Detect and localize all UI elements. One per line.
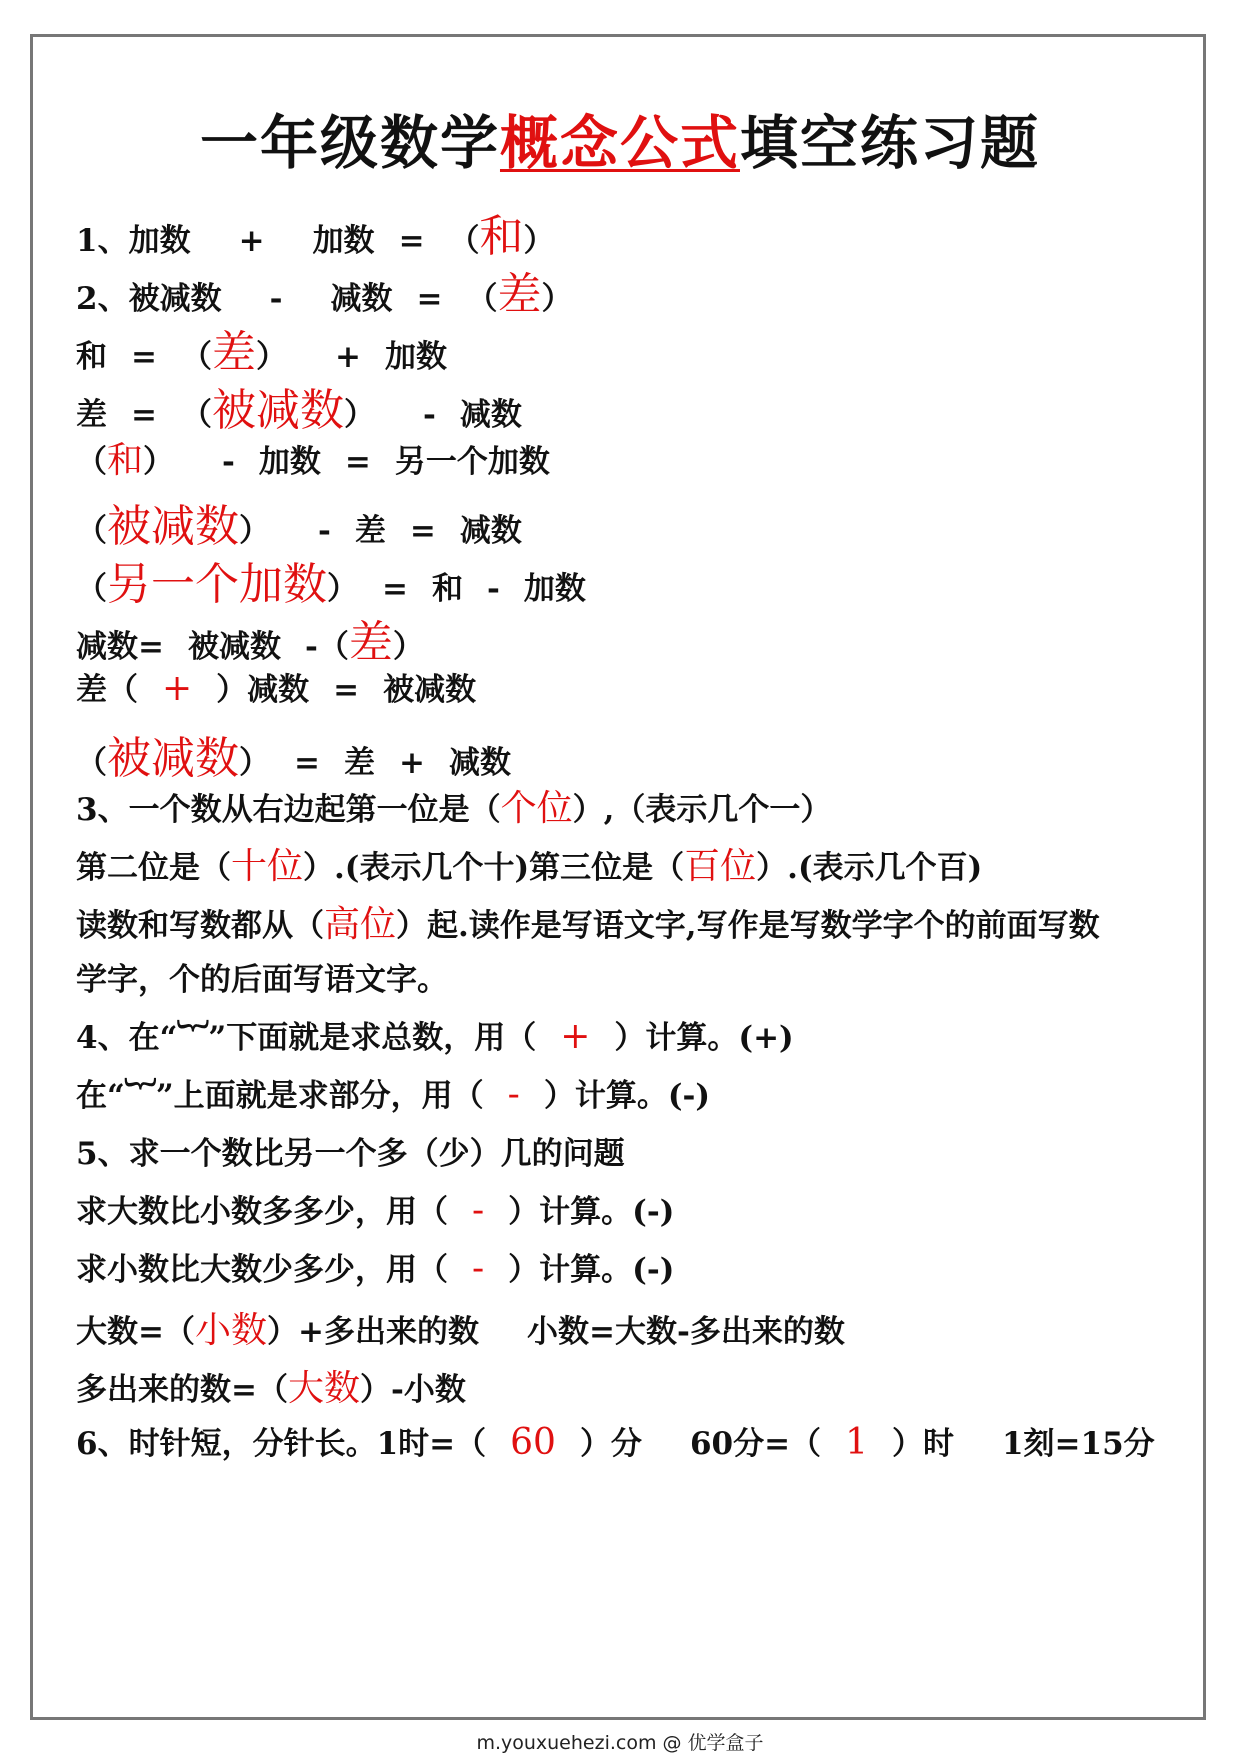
- formula-line-10: [76, 722, 511, 786]
- paren: ）: [143, 444, 175, 480]
- minus-sign: -: [486, 571, 500, 607]
- formula-line-3: [76, 316, 447, 380]
- paren: （: [76, 513, 107, 549]
- text: ）计算。(-): [543, 1078, 711, 1114]
- minus-sign: -: [304, 629, 318, 665]
- equals-sign: =: [416, 281, 443, 317]
- text: 求小数比大数少多少，用（: [76, 1252, 448, 1288]
- text: 1刻=15分: [1001, 1426, 1155, 1462]
- minus-sign: -: [222, 444, 235, 480]
- paren: （: [76, 571, 107, 607]
- text: ）+多出来的数: [267, 1314, 479, 1350]
- text: 5、求一个数比另一个多（少）几的问题: [76, 1136, 625, 1172]
- text: ）时: [891, 1426, 954, 1462]
- plus-sign: +: [398, 745, 425, 781]
- plus-sign: +: [334, 339, 361, 375]
- text: 加数: [258, 444, 321, 480]
- minus-sign: -: [422, 397, 436, 433]
- text: 加数: [523, 571, 586, 607]
- text: 另一个加数: [394, 444, 550, 480]
- title-part-2-highlight: 概念公式: [499, 109, 740, 177]
- answer: -: [472, 1248, 485, 1289]
- text: 学字，个的后面写语文字。: [76, 962, 448, 998]
- paren: （: [653, 850, 685, 886]
- equals-sign: =: [344, 444, 371, 480]
- text: 减数: [247, 672, 310, 708]
- paren: （: [256, 1372, 288, 1408]
- answer: 十位: [231, 846, 304, 887]
- text: 2、被减数: [76, 281, 222, 317]
- paren: （: [293, 908, 324, 944]
- text: 加数: [312, 223, 375, 259]
- paren: ）: [392, 629, 424, 665]
- paren: （: [180, 339, 212, 375]
- text: 求大数比小数多多少，用（: [76, 1194, 448, 1230]
- text: 读数和写数都从: [76, 908, 293, 944]
- answer: 60: [510, 1422, 556, 1463]
- paren: （: [200, 850, 231, 886]
- text: 减数: [448, 745, 511, 781]
- answer: +: [560, 1016, 591, 1057]
- text: 差: [76, 672, 107, 708]
- text: 差: [354, 513, 386, 549]
- concept-line-3b: [76, 838, 982, 889]
- equals-sign: =: [333, 672, 360, 708]
- plus-sign: +: [238, 223, 265, 259]
- formula-line-5: [76, 432, 550, 483]
- answer: 被减数: [107, 733, 239, 784]
- text: 3、一个数从右边起第一位是: [76, 792, 470, 828]
- paren: ）: [327, 571, 358, 607]
- equals-sign: =: [131, 339, 157, 375]
- title-part-1: 一年级数学: [199, 109, 500, 177]
- concept-line-3a: [76, 780, 831, 831]
- text: ）.(表示几个十)第三位是: [303, 850, 654, 886]
- paren: （: [469, 792, 501, 828]
- answer: -: [507, 1074, 520, 1115]
- text: ）计算。(-): [508, 1252, 675, 1288]
- answer: 另一个加数: [107, 559, 327, 610]
- formula-line-2: [76, 258, 572, 322]
- concept-line-6: [76, 1418, 1155, 1463]
- equals-sign: =: [409, 513, 436, 549]
- answer: +: [162, 668, 193, 709]
- formula-line-1: [76, 200, 555, 264]
- answer: 1: [845, 1422, 868, 1463]
- footer-watermark: m.youxuehezi.com @ 优学盒子: [476, 1732, 764, 1754]
- text: ）计算。(-): [508, 1194, 675, 1230]
- text: 大数=: [76, 1314, 164, 1350]
- text: ）,（表示几个一）: [572, 792, 832, 828]
- text: 和: [431, 571, 463, 607]
- paren: ）: [343, 397, 375, 433]
- text: 多出来的数=: [76, 1372, 257, 1408]
- answer: 差: [211, 327, 256, 378]
- text: 减数=: [76, 629, 164, 665]
- text: 60分=（: [689, 1426, 822, 1462]
- title-part-3: 填空练习题: [740, 109, 1041, 177]
- answer: 和: [107, 440, 144, 481]
- minus-sign: -: [269, 281, 283, 317]
- text: 差: [343, 745, 375, 781]
- text: 减数: [459, 397, 522, 433]
- text: 在“︸”上面就是求部分，用（: [76, 1078, 484, 1114]
- text: ）.(表示几个百): [756, 850, 983, 886]
- text: 6、时针短，分针长。1时=（: [76, 1426, 487, 1462]
- text: 小数=大数-多出来的数: [526, 1314, 845, 1350]
- text: ）-小数: [360, 1372, 466, 1408]
- answer: 百位: [684, 846, 757, 887]
- equals-sign: =: [382, 571, 408, 607]
- equals-sign: =: [294, 745, 320, 781]
- text: 减数: [459, 513, 522, 549]
- paren: （: [180, 397, 212, 433]
- page-title: [0, 96, 1240, 180]
- answer: 被减数: [107, 501, 239, 552]
- text: 被减数: [383, 672, 477, 708]
- text: ）计算。(+): [614, 1020, 794, 1056]
- answer: 小数: [194, 1310, 267, 1351]
- concept-line-5d: [76, 1360, 466, 1411]
- text: 4、在“︸”下面就是求总数，用（: [76, 1020, 537, 1056]
- equals-sign: =: [398, 223, 425, 259]
- concept-line-3d: [76, 954, 448, 999]
- answer: 个位: [500, 788, 573, 829]
- answer: 高位: [324, 904, 397, 945]
- formula-line-7: [76, 548, 586, 612]
- answer: 大数: [287, 1368, 360, 1409]
- answer: -: [472, 1190, 485, 1231]
- text: 被减数: [187, 629, 281, 665]
- concept-line-5a: [76, 1186, 674, 1231]
- equals-sign: =: [131, 397, 157, 433]
- concept-line-3c: [76, 896, 1100, 947]
- answer: 被减数: [211, 385, 344, 436]
- paren: ）: [541, 281, 573, 317]
- paren: （: [466, 281, 498, 317]
- text: ）起.读作是写语文字,写作是写数学字个的前面写数: [396, 908, 1100, 944]
- paren: （: [317, 629, 349, 665]
- text: 1、加数: [76, 223, 191, 259]
- answer: 和: [479, 211, 524, 262]
- paren: ）: [523, 223, 555, 259]
- concept-line-5b: [76, 1244, 674, 1289]
- paren: （: [76, 745, 107, 781]
- text: 第二位是: [76, 850, 200, 886]
- concept-line-4b: [76, 1070, 710, 1115]
- concept-line-4a: [76, 1012, 794, 1057]
- paren: ）: [239, 745, 270, 781]
- paren: ）: [255, 339, 287, 375]
- text: 和: [76, 339, 107, 375]
- paren: ）: [239, 513, 270, 549]
- answer: 差: [497, 269, 542, 320]
- answer: 差: [348, 617, 393, 668]
- paren: （: [448, 223, 480, 259]
- concept-line-5c: [76, 1302, 845, 1353]
- paren: （: [107, 672, 138, 708]
- minus-sign: -: [318, 513, 331, 549]
- concept-line-5-heading: [76, 1128, 625, 1173]
- paren: （: [163, 1314, 195, 1350]
- text: 差: [76, 397, 107, 433]
- formula-line-9: [76, 664, 476, 709]
- paren: （: [76, 444, 107, 480]
- text: 减数: [330, 281, 393, 317]
- paren: ）: [216, 672, 248, 708]
- formula-line-8: [76, 606, 424, 670]
- text: ）分: [579, 1426, 642, 1462]
- text: 加数: [384, 339, 447, 375]
- formula-line-4: [76, 374, 522, 438]
- formula-line-6: [76, 490, 522, 554]
